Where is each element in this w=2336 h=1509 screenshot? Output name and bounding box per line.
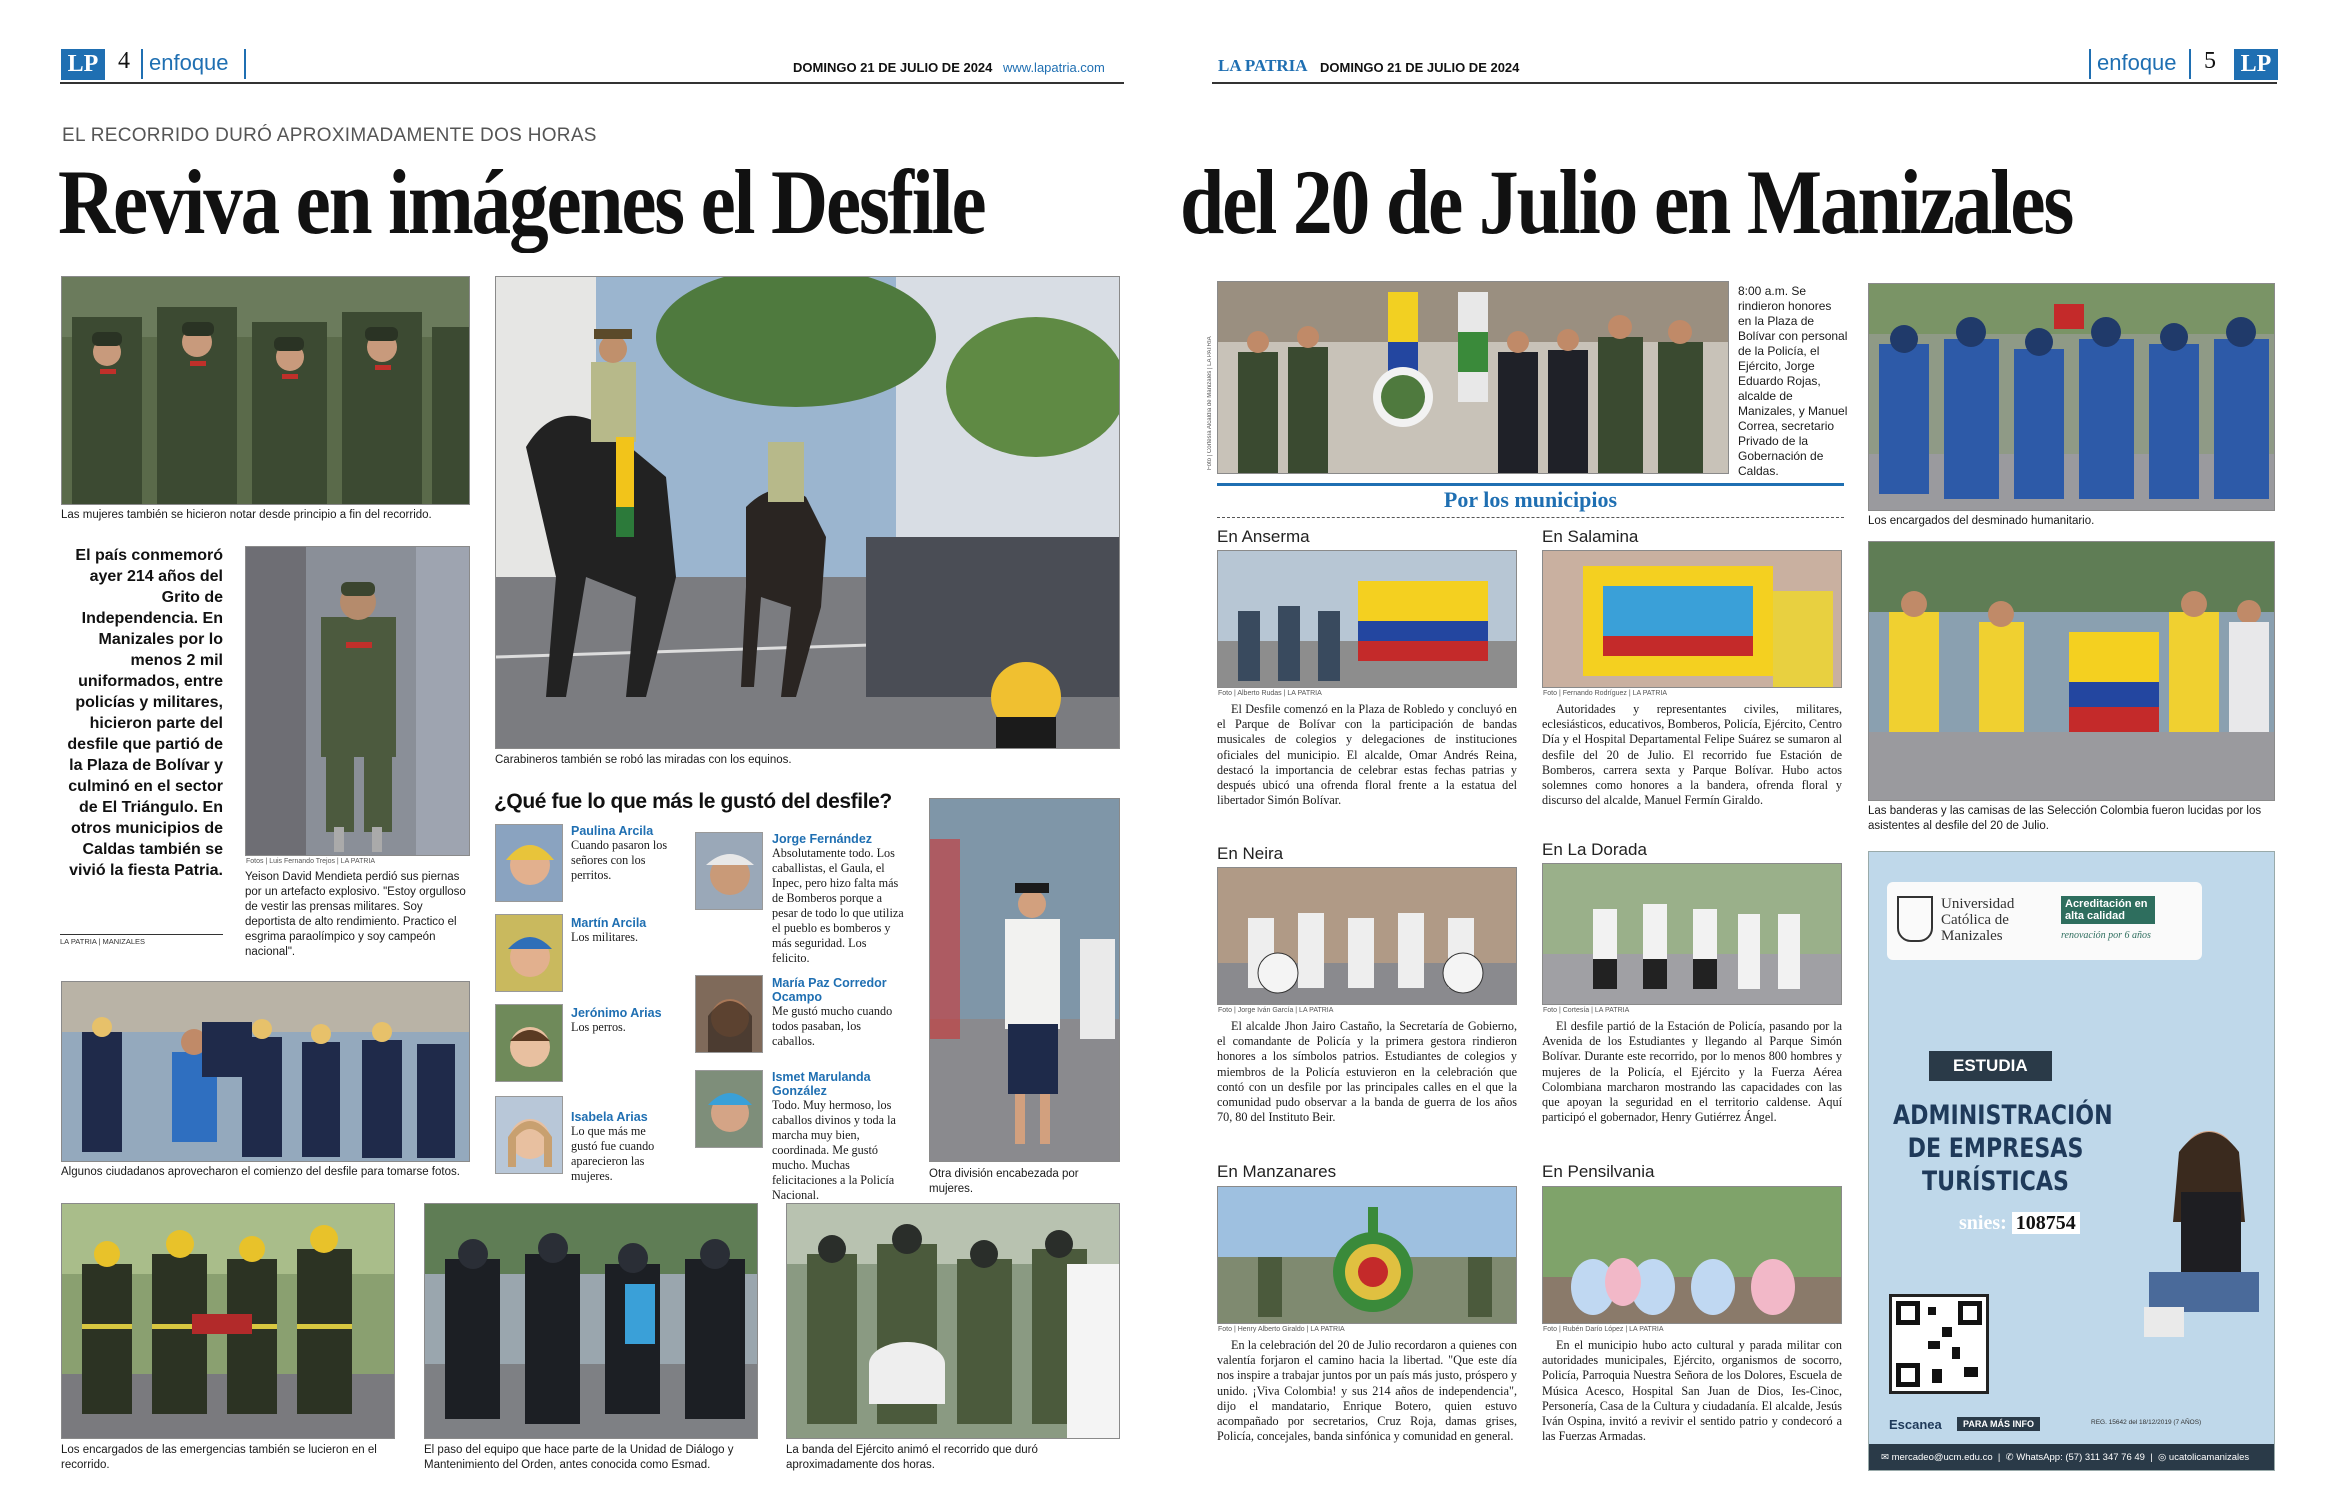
poll-item — [571, 1006, 671, 1035]
ad-model-photo — [2139, 1102, 2269, 1442]
social-icon: ◎ — [2157, 1452, 2167, 1463]
mail-icon: ✉ — [1881, 1452, 1889, 1463]
photo-credit: Foto | Cortesía Alcaldía de Manizales | LA PATRIA — [1207, 336, 1213, 470]
photo-maria-paz — [695, 975, 763, 1053]
whatsapp-icon: ✆ — [2005, 1452, 2014, 1463]
caption-army-band: La banda del Ejército animó el recorrido que duró aproximadamente dos horas. — [786, 1444, 1038, 1471]
divider — [141, 49, 143, 79]
photo-esmad — [424, 1203, 758, 1439]
poll-item — [772, 976, 907, 1049]
municipio-title: En Anserma — [1217, 527, 1310, 546]
photo-army-band — [786, 1203, 1120, 1439]
divider — [1217, 517, 1844, 518]
ad-email[interactable]: mercadeo@ucm.edu.co — [1891, 1452, 1993, 1463]
photo-paulina — [495, 824, 563, 902]
right-date: DOMINGO 21 DE JULIO DE 2024 — [1320, 60, 1520, 75]
municipio-title: En Neira — [1217, 844, 1284, 863]
divider — [2089, 49, 2091, 79]
left-date: DOMINGO 21 DE JULIO DE 2024 — [793, 60, 993, 75]
ad-ucm[interactable] — [1868, 851, 2275, 1471]
poll-quote: Los perros. — [571, 1020, 626, 1034]
divider — [244, 49, 246, 79]
photo-demining — [1868, 283, 2275, 511]
lead-paragraph: El país conmemoró ayer 214 años del Grito de Independencia. En Manizales por lo menos 2 mil uniformados, entre policías y militares, hicieron parte del desfile que partió de la Plaza de Bolívar y culminó en el sector de El Triángulo. En otros municipios de Caldas también se vivió la fiesta Patria. — [67, 547, 223, 879]
caption-women-division: Otra división encabezada por mujeres. — [929, 1168, 1079, 1195]
municipio-title: En Manzanares — [1217, 1162, 1337, 1181]
caption-flags: Las banderas y las camisas de las Selección Colombia fueron lucidas por los asistentes al desfile del 20 de Julio. — [1868, 805, 2262, 832]
caption-firefighters: Los encargados de las emergencias también se lucieron en el recorrido. — [61, 1444, 377, 1471]
caption-honors: 8:00 a.m. Se rindieron honores en la Plaza de Bolívar con personal de la Policía, el Ejército, Jorge Eduardo Rojas, alcalde de Manizales, y Manuel Correa, secretario Privado de la Gobernación de Caldas. — [1738, 284, 1848, 478]
divider — [60, 934, 223, 935]
poll-title: ¿Qué fue lo que más le gustó del desfile? — [494, 790, 892, 813]
photo-credit: Foto | Fernando Rodríguez | LA PATRIA — [1543, 690, 1667, 697]
photo-credit: Foto | Alberto Rudas | LA PATRIA — [1218, 690, 1322, 697]
municipio-title: En La Dorada — [1542, 840, 1647, 859]
ad-badge: ESTUDIA — [1929, 1051, 2052, 1081]
poll-item — [571, 1110, 671, 1184]
photo-credit: Foto | Rubén Darío López | LA PATRIA — [1543, 1326, 1664, 1333]
photo-martin — [495, 914, 563, 992]
photo-la-dorada — [1542, 863, 1842, 1005]
photo-jeronimo — [495, 1004, 563, 1082]
photo-firefighters — [61, 1203, 395, 1439]
photo-yeison — [245, 546, 470, 856]
right-page-logo: LP — [2234, 49, 2278, 80]
ad-whatsapp[interactable]: WhatsApp: (57) 311 347 76 49 — [2016, 1452, 2145, 1463]
poll-item — [695, 1070, 907, 1203]
caption-citizens: Algunos ciudadanos aprovecharon el comienzo del desfile para tomarse fotos. — [61, 1166, 460, 1178]
poll-name: Isabela Arias — [571, 1110, 648, 1124]
right-section-label: enfoque — [2097, 50, 2177, 75]
municipio-text: El desfile partió de la Estación de Policía, pasando por la Avenida de los Estudiantes y llegando al Parque Simón Bolívar. Durante este recorrido, por lo menos 800 hombres y mujeres de la Policía, el Ejército y la Fuerza Aérea Colombiana marcharon mostrando las capacidades con las que apoyan la seguridad en el territorio caldense. Aquí participó el gobernador, Henry Gutiérrez Ángel. — [1542, 1019, 1842, 1125]
site-link[interactable]: www.lapatria.com — [1003, 60, 1105, 75]
photo-credit: Fotos | Luis Fernando Trejos | LA PATRIA — [246, 858, 376, 865]
municipio-title: En Salamina — [1542, 527, 1639, 546]
poll-quote: Me gustó mucho cuando todos pasaban, los caballos. — [772, 1004, 893, 1048]
shield-icon — [1897, 896, 1933, 942]
poll-quote: Cuando pasaron los señores con los perritos. — [571, 838, 668, 882]
headline-left: Reviva en imágenes el Desfile — [58, 151, 985, 253]
municipio-title: En Pensilvania — [1542, 1162, 1655, 1181]
photo-women-soldiers — [61, 276, 470, 505]
right-page-number: 5 — [2204, 48, 2216, 74]
ad-qr-code[interactable] — [1889, 1294, 1989, 1394]
photo-anserma — [1217, 550, 1517, 688]
poll-name: Martín Arcila — [571, 916, 647, 930]
poll-name: Jorge Fernández — [772, 832, 873, 846]
poll-quote: Lo que más me gustó fue cuando aparecieron las mujeres. — [571, 1124, 655, 1183]
poll-quote: Todo. Muy hermoso, los caballos divinos y toda la marcha muy bien, coordinada. Me gustó mucho. Muchas felicitaciones a la Policía Nacional. — [772, 1098, 896, 1202]
ad-snies — [1959, 1212, 2080, 1235]
municipio-text: En la celebración del 20 de Julio recordaron a quienes con valentía forjaron el camino hacia la libertad. "Que este día nos inspire a trabajar juntos por un país más justo, próspero y unido. ¡Viva Colombia! y sus 214 años de independencia", dijo el mandatario, Enrique Botero, quien estuvo acompañado por secretarios, Cruz Roja, damas grises, Policía, concejales, banda sinfónica y comunidad en general. — [1217, 1338, 1517, 1444]
ad-contact-bar: ✉ mercadeo@ucm.edu.co | ✆ WhatsApp: (57) 311 347 76 49 | ◎ ucatolicamanizales — [1869, 1444, 2275, 1471]
photo-carabineros — [495, 276, 1120, 749]
photo-flags — [1868, 541, 2275, 801]
kicker: EL RECORRIDO DURÓ APROXIMADAMENTE DOS HORAS — [62, 125, 597, 146]
lead-byline: LA PATRIA | MANIZALES — [60, 937, 146, 946]
photo-citizens — [61, 981, 470, 1162]
poll-name: Jerónimo Arias — [571, 1006, 662, 1020]
ad-scan-label: Escanea — [1889, 1417, 1942, 1432]
photo-neira — [1217, 867, 1517, 1005]
photo-credit: Foto | Cortesía | LA PATRIA — [1543, 1007, 1630, 1014]
caption-yeison: Yeison David Mendieta perdió sus piernas por un artefacto explosivo. "Estoy orgulloso de vestir las prensas militares. Soy deportista de alto rendimiento. Practico el esgrima paraolímpico y soy campeón nacional". — [245, 871, 466, 958]
right-brand: LA PATRIA — [1218, 56, 1308, 75]
poll-name: Ismet Marulanda González — [772, 1070, 871, 1098]
ad-snies-label: snies: — [1959, 1212, 2007, 1234]
caption-carabineros: Carabineros también se robó las miradas con los equinos. — [495, 754, 792, 766]
photo-isabela — [495, 1096, 563, 1174]
photo-credit: Foto | Henry Alberto Giraldo | LA PATRIA — [1218, 1326, 1345, 1333]
left-page-logo: LP — [61, 49, 105, 80]
ad-accreditation: Acreditación en alta calidad — [2061, 896, 2155, 924]
municipio-text: El Desfile comenzó en la Plaza de Robledo y concluyó en el Parque de Bolívar con la participación de bandas musicales de colegios y delegaciones de instituciones oficiales del municipio. El alcalde, Omar Andrés Reina, destacó la importancia de celebrar estas fechas patrias y después ubicó una ofrenda floral frente a la estatua del libertador Simón Bolívar. — [1217, 702, 1517, 808]
poll-name: Paulina Arcila — [571, 824, 654, 838]
ad-program: ADMINISTRACIÓN DE EMPRESAS TURÍSTICAS — [1893, 1100, 2113, 1197]
divider — [1217, 483, 1844, 486]
photo-credit: Foto | Jorge Iván García | LA PATRIA — [1218, 1007, 1334, 1014]
left-page-number: 4 — [118, 48, 130, 74]
left-section-label: enfoque — [149, 50, 229, 75]
municipio-text: El alcalde Jhon Jairo Castaño, la Secretaría de Gobierno, el comandante de Policía y la primera gestora rindieron honores a los símbolos patrios. Estudiantes de colegios y miembros de la Policía estuvieron en la celebración que contó con un desfile por las principales calles en el que la comunidad pudo observar a la banda de guerra de los años 70, 80 del Instituto Beir. — [1217, 1019, 1517, 1125]
photo-salamina — [1542, 550, 1842, 688]
divider — [2189, 49, 2191, 79]
photo-honors — [1217, 281, 1729, 474]
ad-social[interactable]: ucatolicamanizales — [2168, 1452, 2250, 1463]
poll-item — [695, 832, 905, 966]
ad-more-info[interactable]: PARA MÁS INFO — [1957, 1417, 2040, 1431]
section-municipios-title: Por los municipios — [1443, 487, 1618, 512]
poll-name: María Paz Corredor Ocampo — [772, 976, 887, 1004]
ad-registration: REG. 15642 del 18/12/2019 (7 AÑOS) — [2091, 1419, 2202, 1426]
photo-women-division — [929, 798, 1120, 1162]
caption-women: Las mujeres también se hicieron notar desde principio a fin del recorrido. — [61, 509, 432, 521]
ad-university: Universidad Católica de Manizales — [1941, 896, 2015, 944]
ad-renewal: renovación por 6 años — [2061, 930, 2151, 941]
municipio-text: Autoridades y representantes civiles, militares, eclesiásticos, educativos, Bomberos, Policía, Ejército, Centro Día y el Hospital Departamental Felipe Suárez se sumaron al desfile del 20 de Julio. El recorrido fue Estación de Bomberos, carrera sexta y Parque Bolívar. Hubo actos solemnes como honores a la bandera, ofrenda floral y discurso del alcalde, Manuel Fermín Giraldo. — [1542, 702, 1842, 808]
header-rule — [1212, 82, 2277, 84]
poll-quote: Absolutamente todo. Los caballistas, el Gaula, el Inpec, pero hizo falta más de Bomberos porque a pesar de todo lo que utiliza el pueblo es bomberos y más seguridad. Los felicito. — [772, 846, 904, 965]
poll-item — [571, 916, 671, 945]
poll-item — [571, 824, 671, 883]
headline-right: del 20 de Julio en Manizales — [1180, 151, 2073, 253]
caption-esmad: El paso del equipo que hace parte de la Unidad de Diálogo y Mantenimiento del Orden, antes conocida como Esmad. — [424, 1444, 734, 1471]
municipio-text: En el municipio hubo acto cultural y parada militar con autoridades municipales, Ejército, organismos de socorro, Policía, Parroquia Nuestra Señora de los Dolores, Escuela de Música Acesco, Hospital San Juan de Dios, Ies-Cinoc, Personería, Casa de la Cultura y ciudadanía. El alcalde, Jesús Iván Ospina, invitó a revivir el sentido patrio y condecoró a las Fuerzas Armadas. — [1542, 1338, 1842, 1444]
photo-manzanares — [1217, 1186, 1517, 1324]
caption-demining: Los encargados del desminado humanitario. — [1868, 515, 2095, 527]
ad-snies-number: 108754 — [2012, 1212, 2080, 1234]
poll-quote: Los militares. — [571, 930, 639, 944]
photo-pensilvania — [1542, 1186, 1842, 1324]
header-rule — [60, 82, 1124, 84]
